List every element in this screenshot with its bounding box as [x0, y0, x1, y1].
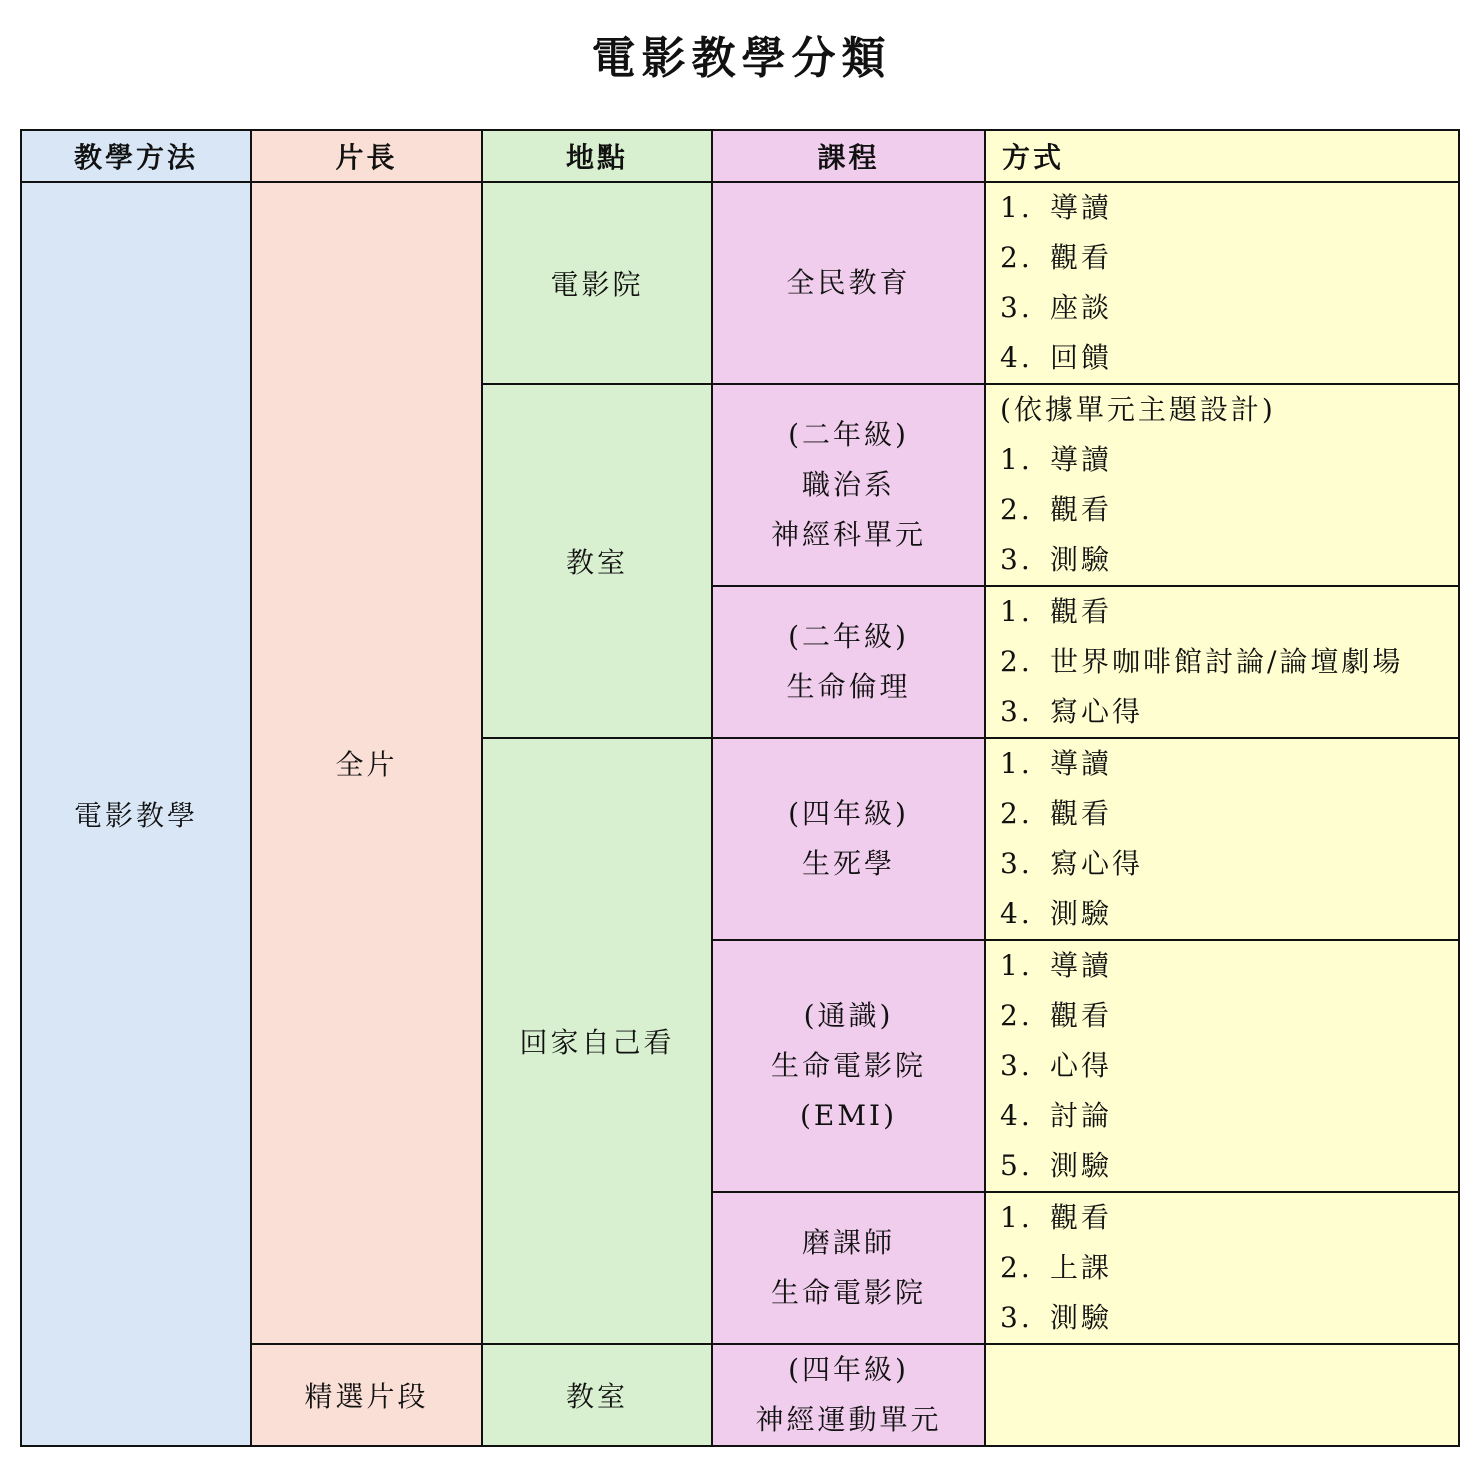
method-step	[1000, 687, 1458, 737]
step-text: 觀看	[1050, 797, 1113, 830]
step-number: 1.	[1000, 747, 1033, 780]
method-step	[1000, 889, 1458, 939]
course-cell	[712, 182, 985, 384]
method-cell	[985, 738, 1459, 940]
teaching-method-cell: 電影教學	[21, 182, 251, 1446]
method-cell	[985, 1344, 1459, 1446]
header-location: 地點	[482, 130, 712, 182]
course-line: (二年級)	[788, 418, 909, 451]
course-cell	[712, 586, 985, 738]
course-line: 職治系	[801, 468, 895, 501]
step-number: 4.	[1000, 897, 1033, 930]
method-cell	[985, 586, 1459, 738]
method-step	[1000, 1193, 1458, 1243]
method-step	[1000, 739, 1458, 789]
step-number: 3.	[1000, 1301, 1033, 1334]
header-teaching-method: 教學方法	[21, 130, 251, 182]
method-step	[1000, 1091, 1458, 1141]
step-text: 觀看	[1050, 493, 1113, 526]
step-number: 5.	[1000, 1149, 1033, 1182]
step-text: 導讀	[1050, 949, 1113, 982]
method-step	[1000, 183, 1458, 233]
step-text: 觀看	[1050, 241, 1113, 274]
step-text: 導讀	[1050, 443, 1113, 476]
step-text: 測驗	[1050, 543, 1113, 576]
method-step	[1000, 333, 1458, 383]
step-text: 觀看	[1050, 1201, 1113, 1234]
method-step	[1000, 435, 1458, 485]
table-row	[21, 182, 1459, 384]
course-line: 全民教育	[786, 266, 911, 299]
course-line: 生死學	[801, 847, 895, 880]
page-title: 電影教學分類	[591, 33, 892, 84]
step-text: 寫心得	[1050, 847, 1144, 880]
location-home-cell: 回家自己看	[482, 738, 712, 1344]
method-step	[1000, 1141, 1458, 1191]
course-cell	[712, 738, 985, 940]
step-text: 世界咖啡館討論/論壇劇場	[1050, 645, 1404, 678]
step-number: 2.	[1000, 241, 1033, 274]
method-step	[1000, 1243, 1458, 1293]
length-full-cell: 全片	[251, 182, 482, 1344]
step-text: 回饋	[1050, 341, 1113, 374]
step-text: 導讀	[1050, 191, 1113, 224]
step-number: 1.	[1000, 1201, 1033, 1234]
course-cell	[712, 1192, 985, 1344]
step-text: 寫心得	[1050, 695, 1144, 728]
step-text: 觀看	[1050, 999, 1113, 1032]
location-classroom-clips-cell: 教室	[482, 1344, 712, 1446]
course-line: (通識)	[803, 999, 894, 1032]
method-cell	[985, 940, 1459, 1192]
location-classroom-cell: 教室	[482, 384, 712, 738]
course-line: 神經運動單元	[755, 1403, 942, 1436]
step-number: 1.	[1000, 949, 1033, 982]
step-number: 4.	[1000, 1099, 1033, 1132]
step-number: 3.	[1000, 695, 1033, 728]
step-text: 心得	[1050, 1049, 1113, 1082]
step-number: 2.	[1000, 797, 1033, 830]
course-line: 生命倫理	[786, 670, 911, 703]
step-number: 2.	[1000, 999, 1033, 1032]
method-cell	[985, 1192, 1459, 1344]
method-step	[1000, 535, 1458, 585]
method-step	[1000, 587, 1458, 637]
step-number: 4.	[1000, 341, 1033, 374]
step-text: 座談	[1050, 291, 1113, 324]
location-cinema-cell: 電影院	[482, 182, 712, 384]
method-step	[1000, 991, 1458, 1041]
method-step	[1000, 941, 1458, 991]
step-number: 2.	[1000, 1251, 1033, 1284]
method-step	[1000, 839, 1458, 889]
step-number: 1.	[1000, 191, 1033, 224]
course-line: (四年級)	[788, 1353, 909, 1386]
step-number: 3.	[1000, 1049, 1033, 1082]
course-line: 生命電影院	[770, 1276, 926, 1309]
course-cell	[712, 1344, 985, 1446]
step-number: 2.	[1000, 645, 1033, 678]
step-text: 測驗	[1050, 897, 1113, 930]
step-number: 1.	[1000, 443, 1033, 476]
header-length: 片長	[251, 130, 482, 182]
step-text: 討論	[1050, 1099, 1113, 1132]
step-text: 測驗	[1050, 1149, 1113, 1182]
step-number: 3.	[1000, 291, 1033, 324]
method-step	[1000, 1041, 1458, 1091]
step-number: 3.	[1000, 847, 1033, 880]
teaching-classification-table	[20, 129, 1460, 1447]
method-step	[1000, 1293, 1458, 1343]
course-line: (EMI)	[799, 1099, 898, 1132]
step-text: 測驗	[1050, 1301, 1113, 1334]
course-cell	[712, 384, 985, 586]
length-clips-cell: 精選片段	[251, 1344, 482, 1446]
header-course: 課程	[712, 130, 985, 182]
step-text: 導讀	[1050, 747, 1113, 780]
step-number: 2.	[1000, 493, 1033, 526]
course-line: 生命電影院	[770, 1049, 926, 1082]
method-note: (依據單元主題設計)	[1000, 393, 1276, 426]
method-step	[1000, 789, 1458, 839]
method-step	[1000, 485, 1458, 535]
method-step	[1000, 283, 1458, 333]
step-text: 觀看	[1050, 595, 1113, 628]
header-row	[21, 130, 1459, 182]
step-text: 上課	[1050, 1251, 1113, 1284]
course-line: (四年級)	[788, 797, 909, 830]
method-cell	[985, 384, 1459, 586]
course-cell	[712, 940, 985, 1192]
method-step	[1000, 233, 1458, 283]
step-number: 3.	[1000, 543, 1033, 576]
method-step	[1000, 637, 1458, 687]
course-line: 磨課師	[801, 1226, 895, 1259]
method-cell	[985, 182, 1459, 384]
course-line: (二年級)	[788, 620, 909, 653]
course-line: 神經科單元	[770, 518, 926, 551]
step-number: 1.	[1000, 595, 1033, 628]
header-method: 方式	[985, 130, 1459, 182]
